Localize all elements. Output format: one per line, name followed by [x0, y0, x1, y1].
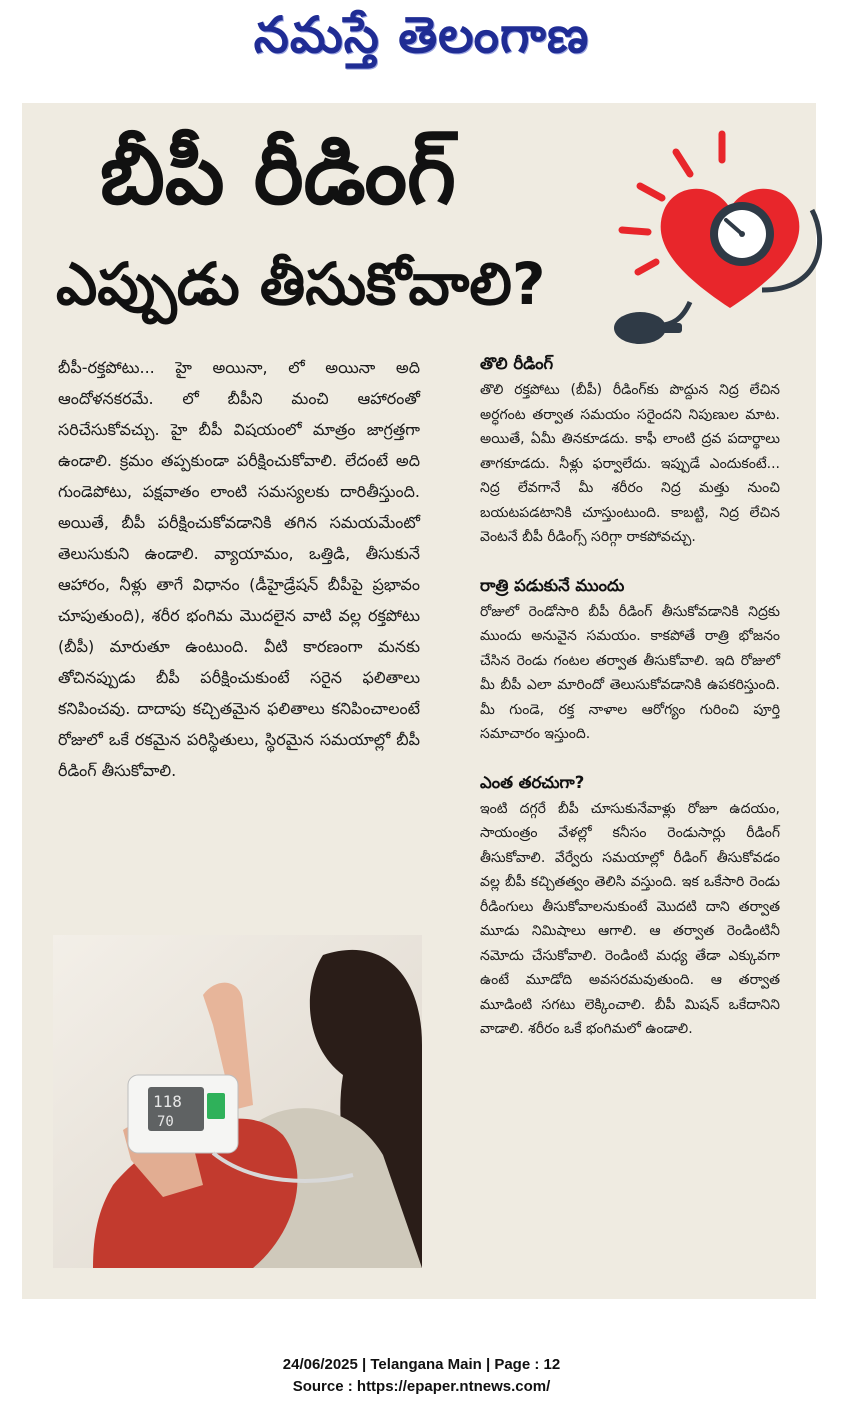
- footer-source: Source : https://epaper.ntnews.com/: [292, 1378, 551, 1395]
- section-heading: రాత్రి పడుకునే ముందు: [480, 575, 625, 595]
- masthead: [0, 6, 843, 76]
- right-column: [480, 352, 780, 1042]
- footer: [0, 1354, 843, 1398]
- woman-bp-monitor-photo: [53, 935, 422, 1268]
- section-heading: ఎంత తరచుగా?: [480, 772, 585, 792]
- headline-line2: ఎప్పుడు తీసుకోవాలి?: [56, 250, 546, 318]
- monitor-systolic: 118: [153, 1092, 182, 1111]
- masthead-title: నమస్తే తెలంగాణ: [253, 5, 590, 64]
- section-body: ఇంటి దగ్గరే బీపీ చూసుకునేవాళ్లు రోజూ ఉదయం, సాయంత్రం వేళల్లో కనీసం రెండుసార్లు రీడింగ్ తీసుకోవాలి. వేర్వేరు సమయాల్లో రీడింగ్ తీసుకోవడం వల్ల బీపీ కచ్చితత్వం తెలిసి వస్తుంది. ఇక ఒకేసారి రెండు రీడింగులు తీసుకోవాలనుకుంటే మొదటి దాని తర్వాత మూడు నిమిషాలు ఆగాలి. ఆ తర్వాత రెండింటినీ నమోదు చేసుకోవాలి. రెండింటి మధ్య తేడా ఎక్కువగా ఉంటే మూడోది అవసరమవుతుంది. ఆ తర్వాత మూడింటి సగటు లెక్కించాలి. బీపీ మిషన్ ఒకేదానిని వాడాలి. శరీరం ఒకే భంగిమలో ఉండాలి.: [480, 800, 780, 1037]
- section-body: తొలి రక్తపోటు (బీపీ) రీడింగ్‌కు పొద్దున నిద్ర లేచిన అర్ధగంట తర్వాత సమయం సరైందని నిపుణుల మాట. అయితే, ఏమీ తినకూడదు. కాఫీ లాంటి ద్రవ పదార్థాలు తాగకూడదు. నీళ్లు ఫర్వాలేదు. ఇప్పుడే ఎందుకంటే... నిద్ర లేవగానే మీ శరీరం నిద్ర మత్తు నుంచి బయటపడటానికి చూస్తుంటుంది. కాబట్టి, నిద్ర లేచిన వెంటనే బీపీ రీడింగ్స్ సరిగ్గా రాకపోవచ్చు.: [480, 382, 780, 545]
- blood-pressure-heart-icon: [612, 130, 834, 352]
- monitor-diastolic: 70: [157, 1114, 174, 1130]
- headline-line1: బీపీ రీడింగ్: [100, 125, 457, 223]
- section-heading: తొలి రీడింగ్: [480, 354, 554, 373]
- section-body: రోజులో రెండోసారి బీపీ రీడింగ్ తీసుకోవడానికి నిద్రకు ముందు అనువైన సమయం. కాకపోతే రాత్రి భోజనం చేసిన రెండు గంటల తర్వాత తీసుకోవాలి. ఇది రోజులో మీ బీపీ ఎలా మారిందో తెలుసుకోవడానికి ఉపకరిస్తుంది. మీ గుండె, రక్త నాళాల ఆరోగ్యం గురించి పూర్తి సమాచారం ఇస్తుంది.: [480, 603, 780, 742]
- footer-date-page: 24/06/2025 | Telangana Main | Page : 12: [282, 1356, 561, 1373]
- intro-paragraph: బీపీ-రక్తపోటు... హై అయినా, లో అయినా అది ఆందోళనకరమే. లో బీపీని మంచి ఆహారంతో సరిచేసుకోవచ్చు. హై బీపీ విషయంలో మాత్రం జాగ్రత్తగా ఉండాలి. క్రమం తప్పకుండా పరీక్షించుకోవాలి. లేదంటే అది గుండెపోటు, పక్షవాతం లాంటి సమస్యలకు దారితీస్తుంది. అయితే, బీపీ పరీక్షించుకోవడానికి తగిన సమయమేంటో తెలుసుకుని ఉండాలి. వ్యాయామం, ఒత్తిడి, తీసుకునే ఆహారం, నీళ్లు తాగే విధానం (డీహైడ్రేషన్ బీపీపై ప్రభావం చూపుతుంది), శరీర భంగిమ మొదలైన వాటి వల్ల రక్తపోటు (బీపీ) మారుతూ ఉంటుంది. వీటి కారణంగా మనకు తోచినప్పుడు బీపీ పరీక్షించుకుంటే సరైన ఫలితాలు కనిపించవు. దాదాపు కచ్చితమైన ఫలితాలు కనిపించాలంటే రోజులో ఒకే రకమైన పరిస్థితులు, స్థిరమైన సమయాల్లో బీపీ రీడింగ్ తీసుకోవాలి.: [58, 358, 420, 780]
